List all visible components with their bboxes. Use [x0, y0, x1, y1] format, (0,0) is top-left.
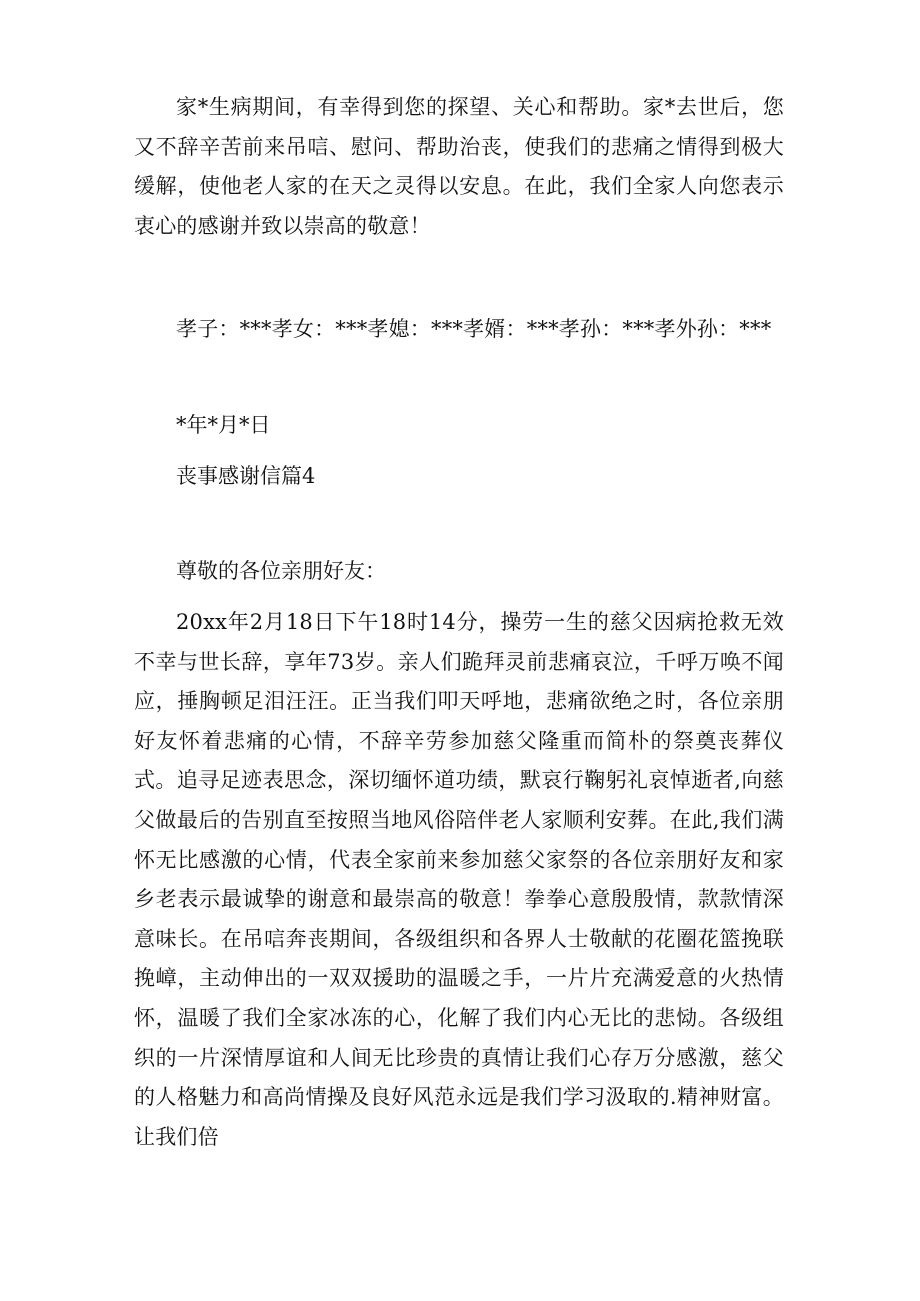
- body-paragraph-1: 家*生病期间，有幸得到您的探望、关心和帮助。家*去世后，您又不辞辛苦前来吊唁、慰问、帮助治丧，使我们的悲痛之情得到极大缓解，使他老人家的在天之灵得以安息。在此，我们全家人向您表示衷心的感谢并致以崇高的敬意！: [134, 95, 784, 238]
- date-line: *年*月*日: [176, 413, 271, 437]
- greeting-line: 尊敬的各位亲朋好友：: [176, 559, 386, 583]
- body-paragraph-2: 20xx年2月18日下午18时14分，操劳一生的慈父因病抢救无效不幸与世长辞，享年73岁。亲人们跪拜灵前悲痛哀泣，千呼万唤不闻应，捶胸顿足泪汪汪。正当我们叩天呼地，悲痛欲绝之时，各位亲朋好友怀着悲痛的心情，不辞辛劳参加慈父隆重而简朴的祭奠丧葬仪式。追寻足迹表思念，深切缅怀道功绩，默哀行鞠躬礼哀悼逝者,向慈父做最后的告别直至按照当地风俗陪伴老人家顺利安葬。在此,我们满怀无比感激的心情，代表全家前来参加慈父家祭的各位亲朋好友和家乡老表示最诚挚的谢意和最崇高的敬意！拳拳心意殷殷情，款款情深意味长。在吊唁奔丧期间，各级组织和各界人士敬献的花圈花篮挽联挽嶂，主动伸出的一双双援助的温暖之手，一片片充满爱意的火热情怀，温暖了我们全家冰冻的心，化解了我们内心无比的悲恸。各级组织的一片深情厚谊和人间无比珍贵的真情让我们心存万分感激，慈父的人格魅力和高尚情操及良好风范永远是我们学习汲取的.精神财富。让我们倍: [134, 610, 784, 1149]
- section-title: 丧事感谢信篇4: [176, 464, 316, 488]
- signature-line: 孝子：***孝女：***孝媳：***孝婿：***孝孙：***孝外孙：***: [176, 317, 772, 341]
